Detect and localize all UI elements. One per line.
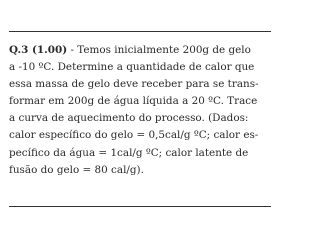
top-rule <box>9 31 271 32</box>
question-line-1: - Temos inicialmente 200g de gelo <box>67 44 251 56</box>
question-line-8: fusão do gelo = 80 cal/g). <box>9 163 144 176</box>
question-line-5: a curva de aquecimento do processo. (Dados: <box>9 112 249 125</box>
question-line-3: essa massa de gelo deve receber para se trans- <box>9 78 259 91</box>
question-line-7: pecífico da água = 1cal/g ºC; calor latente de <box>9 146 249 159</box>
question-line-2: a -10 ºC. Determine a quantidade de calor que <box>9 61 255 74</box>
question-line-6: calor específico do gelo = 0,5cal/g ºC; calor es- <box>9 129 259 142</box>
question-3 <box>9 42 271 179</box>
question-line-4: formar em 200g de água líquida a 20 ºC. Trace <box>9 95 258 108</box>
bottom-rule <box>9 206 271 207</box>
question-label: Q.3 (1.00) <box>9 44 68 56</box>
